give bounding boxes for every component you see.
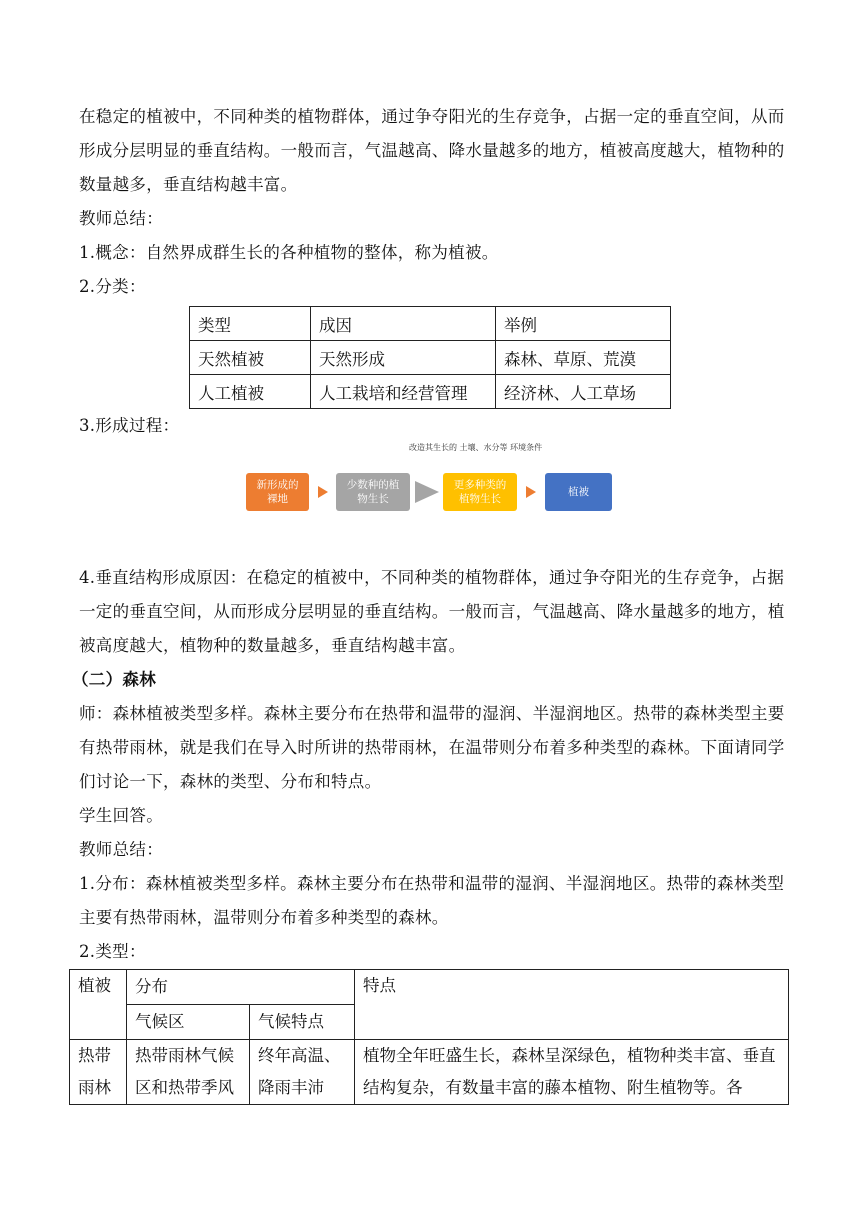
table-header-row	[70, 970, 789, 1005]
table-cell: 经济林、人工草场	[496, 375, 671, 409]
distribution-point: 1.分布：森林植被类型多样。森林主要分布在热带和温带的湿润、半湿润地区。热带的森林类型主要有热带雨林，温带则分布着多种类型的森林。	[79, 874, 785, 927]
header-cell: 成因	[311, 307, 496, 341]
table-cell: 植物全年旺盛生长，森林呈深绿色，植物种类丰富、垂直结构复杂，有数量丰富的藤本植物、附生植物等。各	[355, 1040, 789, 1105]
table-cell: 人工栽培和经营管理	[311, 375, 496, 409]
flow-arrow-icon	[526, 486, 536, 498]
table-row	[70, 1040, 789, 1105]
table-cell: 热带雨林气候区和热带季风	[127, 1040, 250, 1105]
document-page	[72, 100, 789, 1105]
summary-label: 教师总结：	[79, 840, 163, 859]
table-cell: 森林、草原、荒漠	[496, 341, 671, 375]
table-cell: 终年高温、降雨丰沛	[250, 1040, 355, 1105]
table-cell: 天然形成	[311, 341, 496, 375]
table-row	[190, 375, 671, 409]
table-row	[190, 341, 671, 375]
forest-type-point: 2.类型：	[79, 942, 146, 961]
vegetation-type-table	[189, 306, 671, 409]
summary-label: 教师总结：	[79, 209, 163, 228]
header-cell: 气候区	[127, 1005, 250, 1040]
flow-box-bare-land: 新形成的 裸地	[246, 473, 309, 511]
header-cell: 植被	[70, 970, 127, 1040]
section-title: （二）森林	[72, 670, 156, 689]
classification-point: 2.分类：	[79, 277, 146, 296]
flow-arrow-icon	[318, 486, 328, 498]
table-cell: 天然植被	[190, 341, 311, 375]
flow-arrow-large-icon	[415, 481, 439, 503]
flow-box-more-species: 更多种类的 植物生长	[443, 473, 517, 511]
concept-point: 1.概念：自然界成群生长的各种植物的整体，称为植被。	[79, 243, 499, 262]
table-header-row	[190, 307, 671, 341]
header-cell: 特点	[355, 970, 789, 1040]
formation-point: 3.形成过程：	[79, 416, 180, 435]
student-answer: 学生回答。	[79, 806, 163, 825]
header-cell: 气候特点	[250, 1005, 355, 1040]
table-cell: 人工植被	[190, 375, 311, 409]
table-cell: 热带雨林	[70, 1040, 127, 1105]
flow-box-vegetation: 植被	[545, 473, 612, 511]
header-cell: 类型	[190, 307, 311, 341]
header-cell: 分布	[127, 970, 355, 1005]
forest-type-table	[69, 969, 789, 1105]
flow-box-few-species: 少数种的植 物生长	[336, 473, 410, 511]
teacher-paragraph: 师：森林植被类型多样。森林主要分布在热带和温带的湿润、半湿润地区。热带的森林类型主要有热带雨林，就是我们在导入时所讲的热带雨林，在温带则分布着多种类型的森林。下面请同学们讨论一下，森林的类型、分布和特点。	[79, 704, 785, 791]
intro-paragraph: 在稳定的植被中，不同种类的植物群体，通过争夺阳光的生存竞争，占据一定的垂直空间，从而形成分层明显的垂直结构。一般而言，气温越高、降水量越多的地方，植被高度越大，植物种的数量越多，垂直结构越丰富。	[79, 107, 785, 194]
header-cell: 举例	[496, 307, 671, 341]
flow-note: 改造其生长的 土壤、水分等 环境条件	[409, 443, 543, 452]
formation-flowchart	[79, 443, 789, 561]
vertical-structure-point: 4.垂直结构形成原因：在稳定的植被中，不同种类的植物群体，通过争夺阳光的生存竞争，占据一定的垂直空间，从而形成分层明显的垂直结构。一般而言，气温越高、降水量越多的地方，植被高度越大，植物种的数量越多，垂直结构越丰富。	[79, 568, 785, 655]
